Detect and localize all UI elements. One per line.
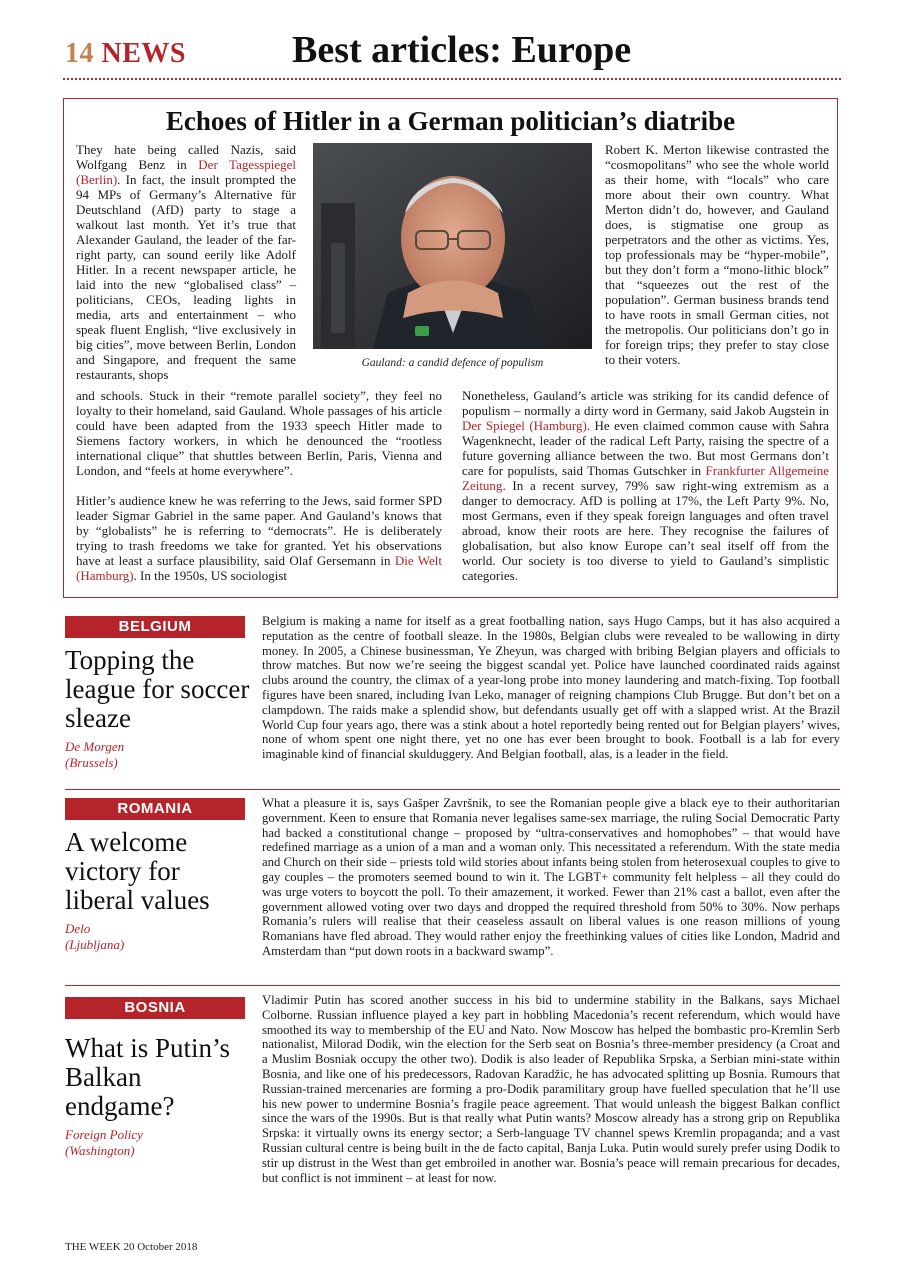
feature-text: . In the 1950s, US sociologist bbox=[133, 568, 288, 583]
section-label: NEWS bbox=[101, 38, 186, 69]
feature-text: and schools. Stuck in their “remote parallel society”, they feel no loyalty to their homeland, said Gauland. Whole passages of his article could have been adapted from the 1933 speech Hitler made to Siemens factory workers, in which he denounced the “rootless international clique” that shuttles between Berlin, Paris, Vienna and London, and “feels at home everywhere”. bbox=[76, 388, 442, 478]
story-headline: A welcome victory for liberal values bbox=[65, 827, 210, 915]
feature-column-2 bbox=[462, 388, 829, 583]
feature-text: . In a recent survey, 79% saw right-wing extremism as a danger to democracy. AfD is polling at 17%, the Left Party 9%. No, most Germans, even if they speak foreign languages and often travel abroad, know their roots are here. They recognise the failures of globalisation, but also know Europe can’t seal itself off from the world. Our society is too diverse to yield to Gauland’s simplistic categories. bbox=[462, 478, 829, 583]
story-source bbox=[65, 739, 245, 771]
story-source bbox=[65, 1127, 245, 1159]
source-link[interactable]: Der Spiegel (Hamburg) bbox=[462, 418, 587, 433]
feature-headline: Echoes of Hitler in a German politician’s diatribe bbox=[165, 106, 736, 136]
feature-text: . In fact, the insult prompted the 94 MPs of Germany’s Alternative für Deutschland (AfD) party to stage a walkout last month. Yet it’s true that Alexander Gauland, the leader of the far-right party, can sound eerily like Adolf Hitler. In a recent newspaper article, he laid into the new “globalised class” – politicians, CEOs, leading lights in media, arts and entertainment – who speak fluent English, “live exclusively in big cities”, move between Berlin, London and Singapore, and frequent the same restaurants, shops bbox=[76, 172, 296, 382]
feature-column-1-top bbox=[76, 142, 296, 382]
feature-text: They hate being called Nazis, said Wolfgang Benz in bbox=[76, 142, 296, 172]
feature-text: . He even claimed common cause with Sahra Wagenknecht, leader of the radical Left Party, raising the spectre of a future governing alliance between the two. But most Germans don’t care for populists, said Thomas Gutschker in bbox=[462, 418, 829, 478]
source-name: Foreign Policy bbox=[65, 1127, 143, 1142]
feature-column-3 bbox=[605, 142, 829, 367]
story-divider bbox=[65, 789, 840, 790]
page-number bbox=[65, 38, 186, 70]
story-body: Vladimir Putin has scored another success in his bid to undermine stability in the Balkans, says Michael Colborne. Russian influence played a key part in hobbling Macedonia’s recent referendum, which would have smoothed its way to membership of the EU and Nato. Now Moscow has helped the bombastic pro-Kremlin Serb nationalist, Milorad Dodik, win the election for the Serb seat on Bosnia’s three-member presidency (a Croat and a Muslim Bosniak occupy the other two). Dodik is also leader of Republika Srpska, a Serbian mini-state within Bosnia, and like one of his predecessors, Radovan Karadžic, he has advocated splitting up Bosnia. Rumours that Russian-trained mercenaries are forming a pro-Dodik paramilitary group have fuelled speculation that he’ll use his new power to undermine Bosnia’s fragile peace agreement. That would unleash the biggest Balkan conflict since the wars of the 1990s. But is that really what Putin wants? Moscow already has a strong grip on Republika Srpska: it virtually owns its energy sector; a Serb-language TV channel spews Kremlin propaganda; and a vast Russian cultural centre is being built in the de facto capital, Banja Luka. Putin would surely prefer using Dodik to stir up distrust in the West than get embroiled in another war. Bosnia’s peace will remain precarious for decades, but conflict is not imminent – at least for now. bbox=[262, 993, 840, 1185]
story-headline: Topping the league for soccer sleaze bbox=[65, 645, 250, 733]
source-city: (Washington) bbox=[65, 1143, 135, 1158]
feature-text: Robert K. Merton likewise contrasted the “cosmopolitans” who see the whole world as their home, with “locals” who care more about their own country. What Merton didn’t do, however, and Gauland does, is stigmatise one group as perpetrators and the other as victims. Yes, top professionals may be “hyper-mobile”, but they don’t form a “mono-lithic block” that “squeezes out the rest of the population”. German business brands tend to have roots in small German cities, not the metropolis. Our politicians don’t go in for foreign trips; they prefer to stay close to their voters. bbox=[605, 142, 829, 367]
header-divider bbox=[63, 78, 841, 80]
source-city: (Ljubljana) bbox=[65, 937, 125, 952]
story-source bbox=[65, 921, 245, 953]
story-body: Belgium is making a name for itself as a great footballing nation, says Hugo Camps, but it has also acquired a reputation as the centre of football sleaze. In the 1980s, Belgian clubs were revealed to be wallowing in dirty money. In 2005, a Chinese businessman, Ye Zheyun, was charged with bribing Belgian players and officials to throw matches. But now we’re seeing the biggest scandal yet. Police have launched coordinated raids against clubs around the country, the climax of a year-long probe into money laundering and match-fixing. Top football figures have been snared, including Ivan Leko, manager of reigning champions Club Brugge. But don’t bet on a clampdown. The raids make a splendid show, but defendants usually get off with a slapped wrist. At the Brazil World Cup four years ago, there was a stink about a hotel reportedly being rented out for Belgian players’ wives, none of whom spent one night there, yet no one has ever been brought to book. Football is a lab for every imaginable kind of financial skulduggery. And Belgian football, alas, is a leader in the field. bbox=[262, 614, 840, 762]
source-link[interactable]: Die Welt (Hamburg) bbox=[76, 553, 442, 583]
source-link[interactable]: Frankfurter Allgemeine Zeitung bbox=[462, 463, 829, 493]
source-name: Delo bbox=[65, 921, 91, 936]
footer-issue-date: THE WEEK 20 October 2018 bbox=[65, 1241, 198, 1253]
feature-text: Hitler’s audience knew he was referring to the Jews, said former SPD leader Sigmar Gabriel in the same paper. And Gauland’s knows that by “globalists” he is referring to “democrats”. He is deliberately trying to trash freedoms we take for granted. Yet his observations have at least a surface plausibility, said Olaf Gersemann in bbox=[76, 493, 442, 568]
story-headline: What is Putin’s Balkan endgame? bbox=[65, 1033, 231, 1121]
country-tag-bosnia: BOSNIA bbox=[65, 997, 245, 1019]
story-divider bbox=[65, 985, 840, 986]
source-city: (Brussels) bbox=[65, 755, 118, 770]
story-body: What a pleasure it is, says Gašper Završnik, to see the Romanian people give a black eye to their authoritarian government. Keen to ensure that Romania never legalises same-sex marriage, the ruling Social Democratic Party had backed a constitutional change – proposed by “ultra-conservatives and homophobes” – that would have redefined marriage as a union of a man and a woman only. This necessitated a referendum. With the state media and Church on their side – priests told wild stories about infants being stolen from heterosexual couples to give to gay couples – the promoters seemed bound to win it. The LGBT+ community felt helpless – all they could do was urge voters to boycott the poll. To their amazement, it worked. Fewer than 21% cast a ballot, even after the government allowed voting over two days and dropped the required threshold from 50% to 30%. Now perhaps Romania’s rulers will realise that their ceaseless assault on liberal values is one reason millions of young Romanians have fled abroad. They would rather enjoy the freethinking values of cities like London, Madrid and Amsterdam than “put down roots in a backward swamp”. bbox=[262, 796, 840, 958]
feature-text: Nonetheless, Gauland’s article was striking for its candid defence of populism – normally a dirty word in Germany, said Jakob Augstein in bbox=[462, 388, 829, 418]
gauland-photo bbox=[313, 143, 592, 349]
photo-caption: Gauland: a candid defence of populism bbox=[361, 357, 544, 369]
page-number-value: 14 bbox=[65, 38, 94, 69]
page-title: Best articles: Europe bbox=[292, 29, 632, 71]
portrait-illustration bbox=[313, 143, 592, 349]
country-tag-romania: ROMANIA bbox=[65, 798, 245, 820]
source-link[interactable]: Der Tagesspiegel (Berlin) bbox=[76, 157, 297, 187]
source-name: De Morgen bbox=[65, 739, 125, 754]
feature-column-1-bottom bbox=[76, 388, 442, 583]
country-tag-belgium: BELGIUM bbox=[65, 616, 245, 638]
